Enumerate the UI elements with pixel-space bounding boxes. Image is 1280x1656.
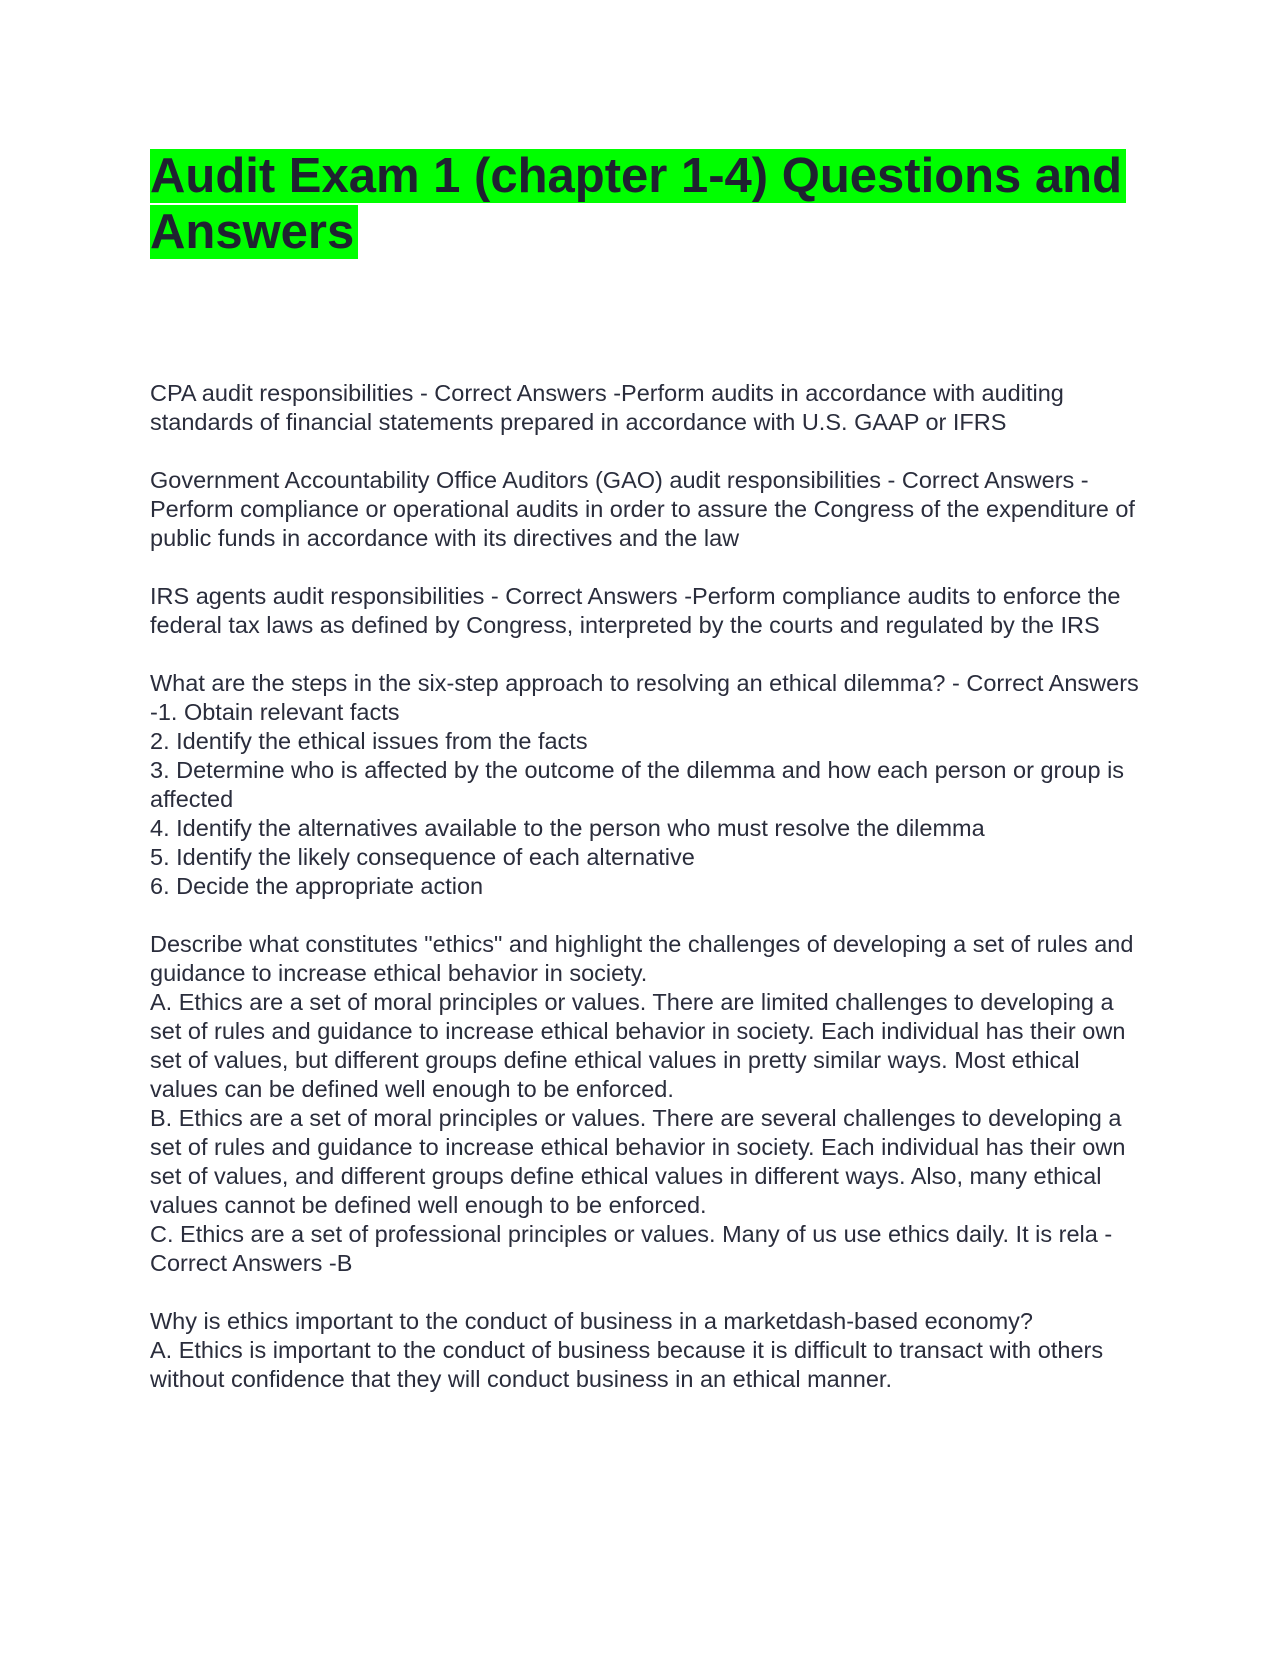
qa-entry	[150, 1307, 1140, 1394]
qa-entry	[150, 379, 1140, 437]
qa-line: 3. Determine who is affected by the outcome of the dilemma and how each person or group is affected	[150, 757, 1125, 812]
qa-line: 4. Identify the alternatives available to the person who must resolve the dilemma	[150, 815, 985, 841]
qa-entry	[150, 466, 1140, 553]
qa-line: Describe what constitutes "ethics" and highlight the challenges of developing a set of rules and guidance to increase ethical behavior in society.	[150, 931, 1134, 986]
qa-line: C. Ethics are a set of professional principles or values. Many of us use ethics daily. It is rela - Correct Answers -B	[150, 1221, 1113, 1276]
qa-entry	[150, 669, 1140, 901]
qa-line: What are the steps in the six-step approach to resolving an ethical dilemma? - Correct Answers -1. Obtain relevant facts	[150, 670, 1139, 725]
document-body	[150, 379, 1140, 1423]
qa-entry	[150, 930, 1140, 1278]
qa-line: 2. Identify the ethical issues from the facts	[150, 728, 588, 754]
qa-line: IRS agents audit responsibilities - Correct Answers -Perform compliance audits to enforce the federal tax laws as defined by Congress, interpreted by the courts and regulated by the IRS	[150, 583, 1121, 638]
document-title	[150, 148, 1130, 260]
qa-line: Government Accountability Office Auditors (GAO) audit responsibilities - Correct Answers -Perform compliance or operational audits in order to assure the Congress of the expenditure of public funds in accordance with its directives and the law	[150, 467, 1135, 551]
qa-line: A. Ethics are a set of moral principles or values. There are limited challenges to developing a set of rules and guidance to increase ethical behavior in society. Each individual has their own set of values, but different groups define ethical values in pretty similar ways. Most ethical values can be defined well enough to be enforced.	[150, 989, 1126, 1102]
title-highlight: Audit Exam 1 (chapter 1-4) Questions and Answers	[150, 149, 1126, 259]
qa-line: CPA audit responsibilities - Correct Answers -Perform audits in accordance with auditing standards of financial statements prepared in accordance with U.S. GAAP or IFRS	[150, 380, 1064, 435]
qa-line: 5. Identify the likely consequence of each alternative	[150, 844, 695, 870]
qa-line: 6. Decide the appropriate action	[150, 873, 484, 899]
qa-entry	[150, 582, 1140, 640]
qa-line: Why is ethics important to the conduct of business in a marketdash-based economy?	[150, 1308, 1034, 1334]
qa-line: B. Ethics are a set of moral principles or values. There are several challenges to developing a set of rules and guidance to increase ethical behavior in society. Each individual has their own set of values, and different groups define ethical values in different ways. Also, many ethical values cannot be defined well enough to be enforced.	[150, 1105, 1126, 1218]
qa-line: A. Ethics is important to the conduct of business because it is difficult to transact with others without confidence that they will conduct business in an ethical manner.	[150, 1337, 1104, 1392]
